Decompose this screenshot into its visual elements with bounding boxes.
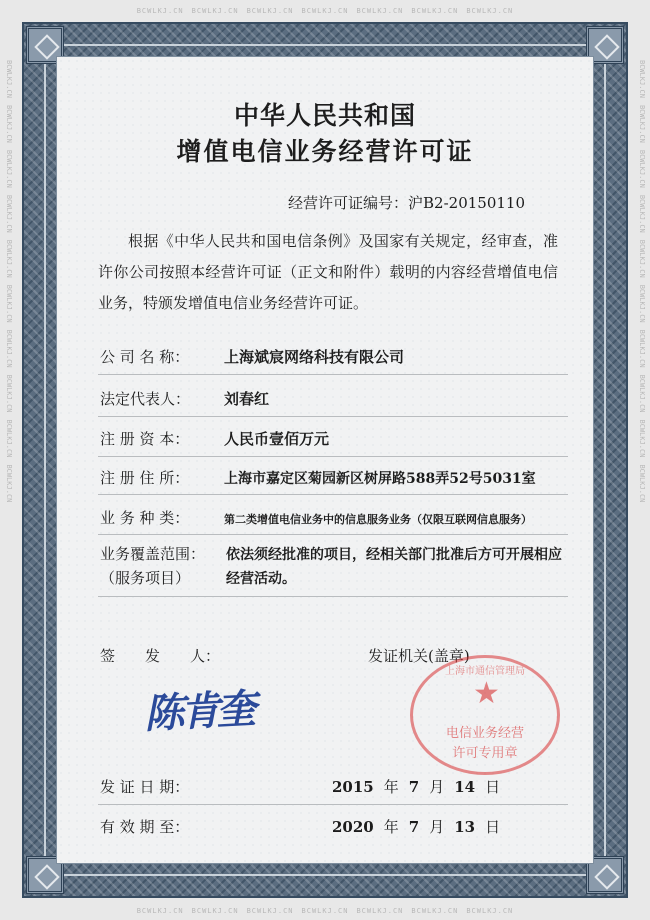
- field-label: 有 效 期 至：: [100, 818, 190, 836]
- title-line-1: 中华人民共和国: [233, 101, 416, 130]
- field-label: 注 册 住 所：: [100, 469, 190, 487]
- field-value: 第二类增值电信业务中的信息服务业务（仅限互联网信息服务）: [224, 513, 532, 526]
- scope-value: 依法须经批准的项目，经相关部门批准后方可开展相应经营活动。: [226, 547, 562, 587]
- month: 7: [408, 778, 420, 796]
- divider: [98, 416, 568, 417]
- divider: [98, 804, 568, 805]
- field-business-type: [100, 507, 532, 528]
- signature: 陈肯奎: [143, 686, 254, 738]
- permit-number-label: 经营许可证编号：: [288, 194, 409, 212]
- seal-text: 许可专用章: [452, 746, 518, 761]
- field-value: 上海斌宸网络科技有限公司: [224, 348, 405, 366]
- day: 13: [454, 818, 476, 836]
- title-line-2: 增值电信业务经营许可证: [176, 137, 474, 166]
- year: 2015: [332, 778, 374, 796]
- field-label: 发 证 日 期：: [100, 778, 190, 796]
- divider: [98, 596, 568, 597]
- field-label: 业 务 种 类：: [100, 509, 190, 527]
- issuer-label: 签 发 人：: [100, 647, 221, 665]
- field-label: 公 司 名 称：: [100, 348, 190, 366]
- field-value: 刘春红: [224, 390, 270, 408]
- expiry-date: 有 效 期 至： 2020 年 7 月 13 日: [100, 818, 501, 836]
- divider: [98, 374, 568, 375]
- seal-text: 电信业务经营: [445, 726, 524, 741]
- field-label: 法定代表人：: [100, 390, 191, 408]
- field-company: [100, 346, 404, 367]
- divider: [98, 534, 568, 535]
- seal-ring-text: 上海市通信管理局: [445, 666, 525, 677]
- permit-number-value: 沪B2-20150110: [408, 194, 525, 212]
- field-label: 注 册 资 本：: [100, 430, 190, 448]
- day: 14: [454, 778, 476, 796]
- official-seal: [410, 655, 560, 775]
- watermark-top: BCWLKJ.CN BCWLKJ.CN BCWLKJ.CN BCWLKJ.CN BCWLKJ.CN BCWLKJ.CN BCWLKJ.CN: [136, 7, 514, 15]
- star-icon: ★: [473, 676, 500, 711]
- field-scope: [100, 543, 224, 564]
- watermark-left: BCWLKJ.CN BCWLKJ.CN BCWLKJ.CN BCWLKJ.CN BCWLKJ.CN BCWLKJ.CN BCWLKJ.CN BCWLKJ.CN BCWLKJ.CN BCWLKJ.CN: [5, 60, 13, 503]
- watermark-right: BCWLKJ.CN BCWLKJ.CN BCWLKJ.CN BCWLKJ.CN BCWLKJ.CN BCWLKJ.CN BCWLKJ.CN BCWLKJ.CN BCWLKJ.CN BCWLKJ.CN: [638, 60, 646, 503]
- divider: [98, 456, 568, 457]
- year: 2020: [332, 818, 374, 836]
- field-label-sub: （服务项目）: [100, 569, 191, 587]
- watermark-bottom: BCWLKJ.CN BCWLKJ.CN BCWLKJ.CN BCWLKJ.CN BCWLKJ.CN BCWLKJ.CN BCWLKJ.CN: [136, 907, 514, 915]
- field-label: 业务覆盖范围：: [100, 545, 206, 563]
- authority-label: 发证机关(盖章): [368, 647, 470, 665]
- field-legal-rep: [100, 388, 269, 409]
- permit-number: [288, 192, 525, 213]
- field-value: 上海市嘉定区菊园新区树屏路588弄52号5031室: [224, 471, 536, 487]
- preamble-text: 根据《中华人民共和国电信条例》及国家有关规定，经审查，准许你公司按照本经营许可证（正文和附件）载明的内容经营增值电信业务，特颁发增值电信业务经营许可证。: [98, 232, 558, 312]
- divider: [98, 494, 568, 495]
- month: 7: [408, 818, 420, 836]
- field-value: 人民币壹佰万元: [224, 430, 330, 448]
- field-address: [100, 467, 536, 488]
- field-capital: [100, 428, 329, 449]
- issue-date: 发 证 日 期： 2015 年 7 月 14 日: [100, 778, 501, 796]
